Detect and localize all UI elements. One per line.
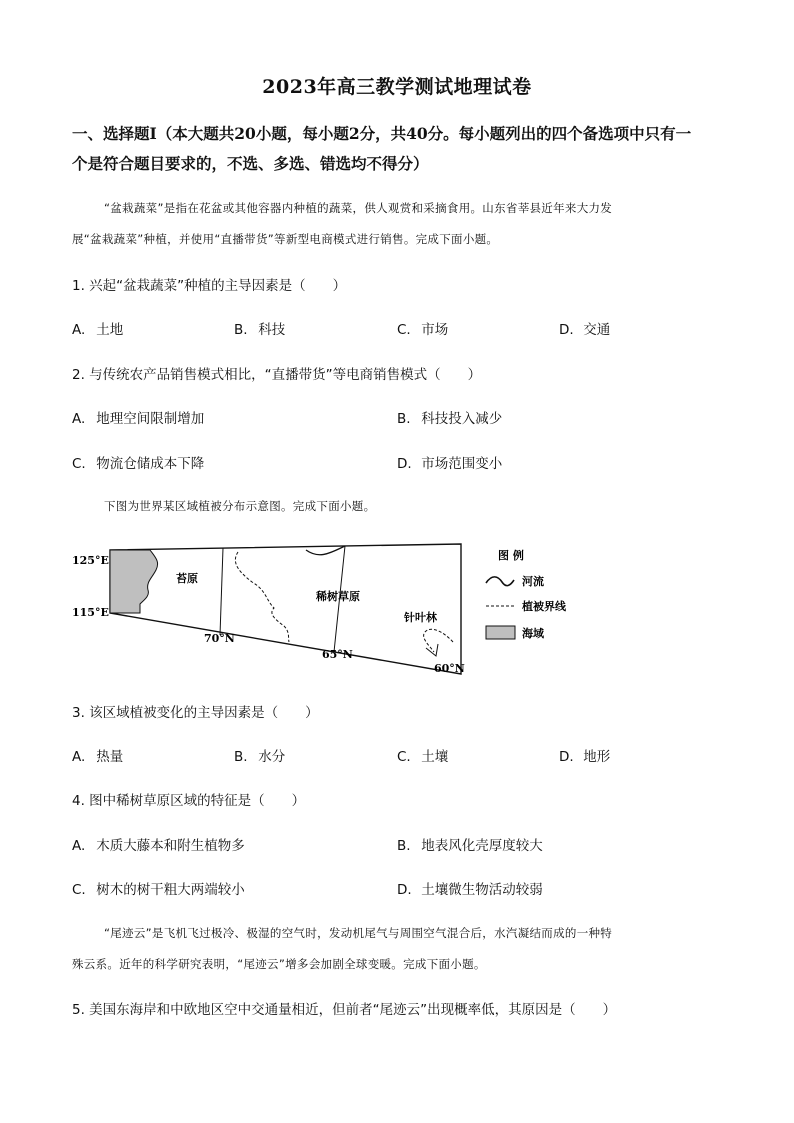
label-70n: 70°N [204, 632, 235, 645]
option-text: 热量 [96, 749, 124, 765]
q2-option-c [72, 452, 204, 472]
option-text: 科技投入减少 [421, 411, 503, 427]
option-letter: A. [72, 411, 86, 427]
option-text: 地形 [583, 749, 611, 765]
option-text: 土壤微生物活动较弱 [421, 882, 543, 898]
legend-title: 图 例 [498, 549, 524, 562]
q3-option-b [234, 745, 285, 765]
passage-1-line2: 展“盆栽蔬菜”种植，并使用“直播带货”等新型电商模式进行销售。完成下面小题。 [72, 232, 499, 246]
option-letter: A. [72, 838, 86, 854]
option-letter: A. [72, 322, 86, 338]
option-letter: B. [397, 838, 411, 854]
option-text: 水分 [258, 749, 286, 765]
legend-sea-label: 海域 [522, 627, 544, 640]
option-letter: B. [397, 411, 411, 427]
option-text: 地理空间限制增加 [96, 411, 205, 427]
q2-option-d [397, 452, 502, 472]
label-115e: 115°E [72, 606, 109, 619]
label-65n: 65°N [322, 648, 353, 661]
label-125e: 125°E [72, 554, 109, 567]
q1-option-a [72, 318, 123, 338]
legend-river-label: 河流 [522, 575, 544, 588]
passage-2: 下图为世界某区域植被分布示意图。完成下面小题。 [104, 499, 376, 513]
conifer-boundary [424, 629, 453, 652]
section-heading-line2: 个是符合题目要求的，不选、多选、错选均不得分） [72, 154, 429, 173]
question-3-stem: 3. 该区域植被变化的主导因素是（ ） [72, 705, 319, 721]
option-letter: D. [397, 882, 412, 898]
option-text: 土壤 [421, 749, 449, 765]
option-letter: B. [234, 322, 248, 338]
option-letter: D. [559, 749, 574, 765]
question-1-stem: 1. 兴起“盆栽蔬菜”种植的主导因素是（ ） [72, 278, 347, 294]
label-conifer: 针叶林 [404, 611, 437, 624]
section-heading-line1: 一、选择题Ⅰ（本大题共20小题，每小题2分，共40分。每小题列出的四个备选项中只有一 [72, 124, 692, 143]
map-frame [110, 544, 461, 674]
sea-area [110, 550, 158, 613]
q4-option-d [397, 878, 543, 898]
boundary-tundra [220, 548, 223, 635]
q3-option-d [559, 745, 610, 765]
q1-option-b [234, 318, 285, 338]
legend-sea-icon [486, 626, 515, 639]
q2-option-b [397, 407, 502, 427]
q1-option-c [397, 318, 448, 338]
question-4-stem: 4. 图中稀树草原区域的特征是（ ） [72, 793, 306, 809]
vegetation-boundary-dashed [235, 552, 289, 642]
option-text: 木质大藤本和附生植物多 [96, 838, 245, 854]
option-letter: D. [559, 322, 574, 338]
option-text: 科技 [258, 322, 286, 338]
q4-option-a [72, 834, 245, 854]
option-text: 物流仓储成本下降 [96, 456, 205, 472]
q4-option-b [397, 834, 543, 854]
label-60n: 60°N [434, 662, 465, 675]
question-2-stem: 2. 与传统农产品销售模式相比，“直播带货”等电商销售模式（ ） [72, 367, 482, 383]
exam-title: 2023年高三教学测试地理试卷 [262, 76, 532, 98]
option-text: 地表风化壳厚度较大 [421, 838, 543, 854]
river-north [306, 546, 345, 555]
option-text: 市场范围变小 [421, 456, 503, 472]
option-letter: A. [72, 749, 86, 765]
question-5-stem: 5. 美国东海岸和中欧地区空中交通量相近，但前者“尾迹云”出现概率低，其原因是（ ） [72, 1002, 617, 1018]
arrow-icon [426, 644, 438, 656]
passage-3-line1: “尾迹云”是飞机飞过极冷、极湿的空气时，发动机尾气与周围空气混合后，水汽凝结而成的一种特 [104, 926, 613, 940]
option-letter: C. [72, 882, 86, 898]
passage-3-line2: 殊云系。近年的科学研究表明，“尾迹云”增多会加剧全球变暖。完成下面小题。 [72, 957, 486, 971]
q1-option-d [559, 318, 610, 338]
option-letter: C. [397, 749, 411, 765]
q3-option-c [397, 745, 448, 765]
q4-option-c [72, 878, 245, 898]
option-text: 交通 [583, 322, 611, 338]
option-text: 市场 [421, 322, 449, 338]
option-text: 树木的树干粗大两端较小 [96, 882, 245, 898]
passage-1-line1: “盆栽蔬菜”是指在花盆或其他容器内种植的蔬菜，供人观赏和采摘食用。山东省莘县近年来大力发 [104, 201, 613, 215]
legend-boundary-label: 植被界线 [522, 600, 566, 613]
option-letter: B. [234, 749, 248, 765]
option-text: 土地 [96, 322, 124, 338]
option-letter: D. [397, 456, 412, 472]
option-letter: C. [397, 322, 411, 338]
vegetation-map [70, 538, 590, 678]
legend-river-icon [486, 577, 514, 586]
option-letter: C. [72, 456, 86, 472]
label-tundra: 苔原 [176, 572, 198, 585]
label-forest-steppe: 稀树草原 [316, 590, 360, 603]
q2-option-a [72, 407, 204, 427]
q3-option-a [72, 745, 123, 765]
